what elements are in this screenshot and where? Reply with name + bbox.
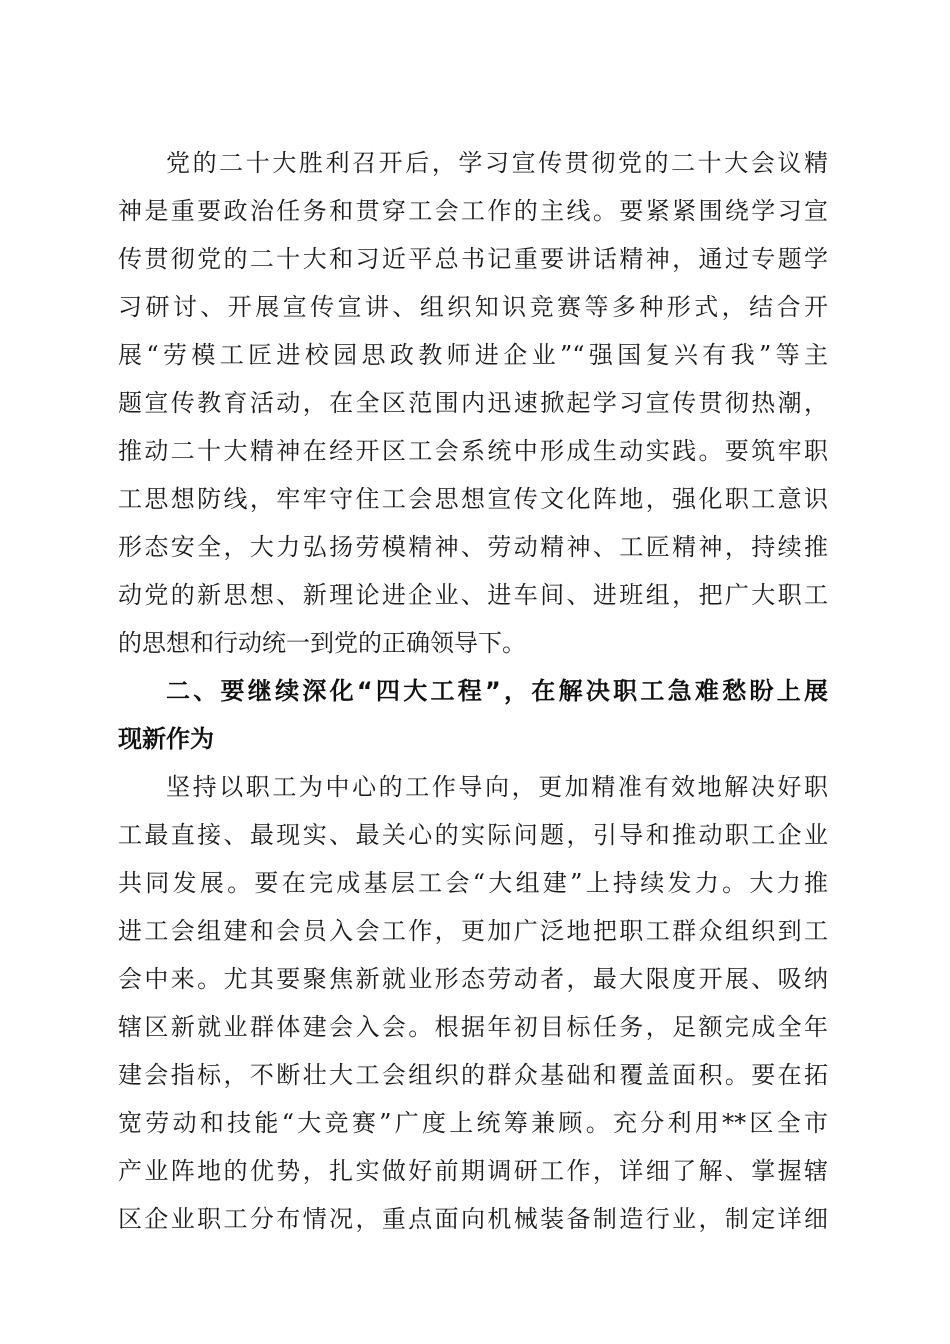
- paragraph-line: 产业阵地的优势，扎实做好前期调研工作，详细了解、掌握辖: [118, 1157, 828, 1185]
- paragraph-line: 区企业职工分布情况，重点面向机械装备制造行业，制定详细: [118, 1205, 828, 1233]
- paragraph-line: 宽劳动和技能“大竞赛”广度上统筹兼顾。充分利用**区全市: [118, 1109, 828, 1137]
- paragraph-line: 共同发展。要在完成基层工会“大组建”上持续发力。大力推: [118, 869, 828, 897]
- paragraph-line: 展“劳模工匠进校园思政教师进企业”“强国复兴有我”等主: [118, 341, 828, 369]
- paragraph-line: 党的二十大胜利召开后，学习宣传贯彻党的二十大会议精: [166, 149, 828, 177]
- paragraph-line: 习研讨、开展宣传宣讲、组织知识竞赛等多种形式，结合开: [118, 293, 828, 321]
- paragraph-line: 辖区新就业群体建会入会。根据年初目标任务，足额完成全年: [118, 1013, 828, 1041]
- paragraph-line: 动党的新思想、新理论进企业、进车间、进班组，把广大职工: [118, 581, 828, 609]
- paragraph-line: 建会指标，不断壮大工会组织的群众基础和覆盖面积。要在拓: [118, 1061, 828, 1089]
- paragraph-line: 推动二十大精神在经开区工会系统中形成生动实践。要筑牢职: [118, 437, 828, 465]
- paragraph-line: 进工会组建和会员入会工作，更加广泛地把职工群众组织到工: [118, 917, 828, 945]
- paragraph-line: 会中来。尤其要聚焦新就业形态劳动者，最大限度开展、吸纳: [118, 965, 828, 993]
- section-heading: 现新作为: [118, 725, 214, 753]
- paragraph-line: 的思想和行动统一到党的正确领导下。: [118, 629, 526, 657]
- paragraph-line: 工思想防线，牢牢守住工会思想宣传文化阵地，强化职工意识: [118, 485, 828, 513]
- paragraph-line: 坚持以职工为中心的工作导向，更加精准有效地解决好职: [166, 773, 828, 801]
- paragraph-line: 题宣传教育活动，在全区范围内迅速掀起学习宣传贯彻热潮，: [118, 389, 828, 417]
- paragraph-line: 传贯彻党的二十大和习近平总书记重要讲话精神，通过专题学: [118, 245, 828, 273]
- paragraph-line: 形态安全，大力弘扬劳模精神、劳动精神、工匠精神，持续推: [118, 533, 828, 561]
- paragraph-line: 神是重要政治任务和贯穿工会工作的主线。要紧紧围绕学习宣: [118, 197, 828, 225]
- paragraph-line: 工最直接、最现实、最关心的实际问题，引导和推动职工企业: [118, 821, 828, 849]
- section-heading: 二、要继续深化“四大工程”，在解决职工急难愁盼上展: [166, 677, 828, 705]
